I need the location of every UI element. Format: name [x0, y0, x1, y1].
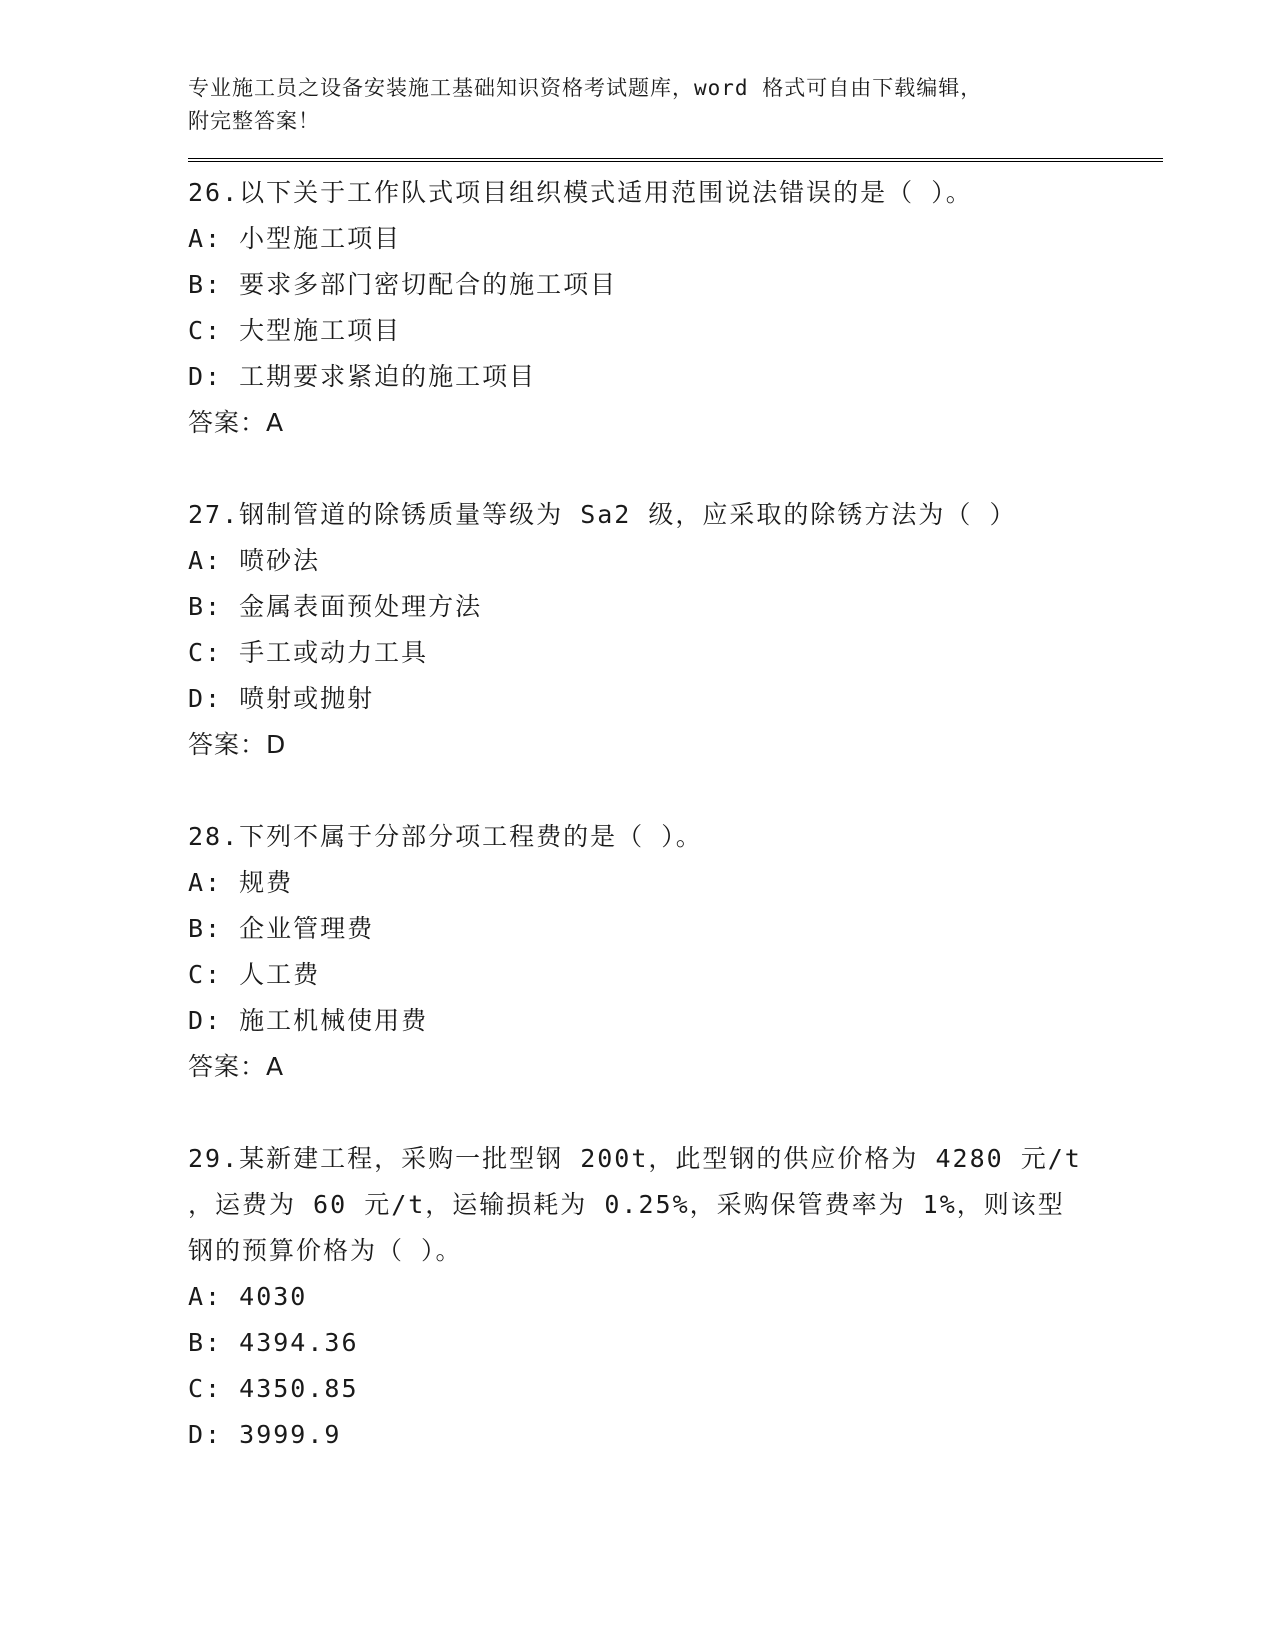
header-line-1: 专业施工员之设备安装施工基础知识资格考试题库，word 格式可自由下载编辑， [188, 76, 983, 100]
question-text: 28.下列不属于分部分项工程费的是（ ）。 [188, 822, 703, 851]
option-d: D: 3999.9 [188, 1420, 342, 1449]
option-a: A: 4030 [188, 1282, 308, 1311]
option-d: D: 工期要求紧迫的施工项目 [188, 362, 537, 391]
question-text-line-1: 29.某新建工程，采购一批型钢 200t，此型钢的供应价格为 4280 元/t [188, 1144, 1082, 1173]
question-spacer [188, 768, 1163, 814]
option-b: B: 4394.36 [188, 1328, 359, 1357]
question-spacer [188, 1090, 1163, 1136]
question-26 [188, 170, 1163, 446]
option-a: A: 规费 [188, 868, 294, 897]
option-d: D: 施工机械使用费 [188, 1006, 429, 1035]
question-28 [188, 814, 1163, 1090]
question-text: 27.钢制管道的除锈质量等级为 Sa2 级，应采取的除锈方法为（ ） [188, 500, 1017, 529]
answer: 答案：D [188, 730, 287, 759]
option-c: C: 人工费 [188, 960, 321, 989]
option-c: C: 大型施工项目 [188, 316, 402, 345]
option-a: A: 小型施工项目 [188, 224, 402, 253]
question-spacer [188, 446, 1163, 492]
option-b: B: 要求多部门密切配合的施工项目 [188, 270, 618, 299]
question-text-line-2: ，运费为 60 元/t，运输损耗为 0.25%，采购保管费率为 1%，则该型 [188, 1190, 1065, 1219]
option-b: B: 金属表面预处理方法 [188, 592, 483, 621]
answer: 答案：A [188, 408, 285, 437]
document-header [188, 72, 1163, 162]
question-text: 26.以下关于工作队式项目组织模式适用范围说法错误的是（ ）。 [188, 178, 973, 207]
option-c: C: 手工或动力工具 [188, 638, 429, 667]
option-d: D: 喷射或抛射 [188, 684, 375, 713]
header-line-2: 附完整答案！ [188, 109, 320, 133]
option-b: B: 企业管理费 [188, 914, 375, 943]
question-29 [188, 1136, 1163, 1458]
option-a: A: 喷砂法 [188, 546, 321, 575]
header-divider [188, 158, 1163, 162]
answer: 答案：A [188, 1052, 285, 1081]
question-27 [188, 492, 1163, 768]
document-page [188, 72, 1163, 1458]
question-text-line-3: 钢的预算价格为（ ）。 [188, 1236, 463, 1265]
option-c: C: 4350.85 [188, 1374, 359, 1403]
